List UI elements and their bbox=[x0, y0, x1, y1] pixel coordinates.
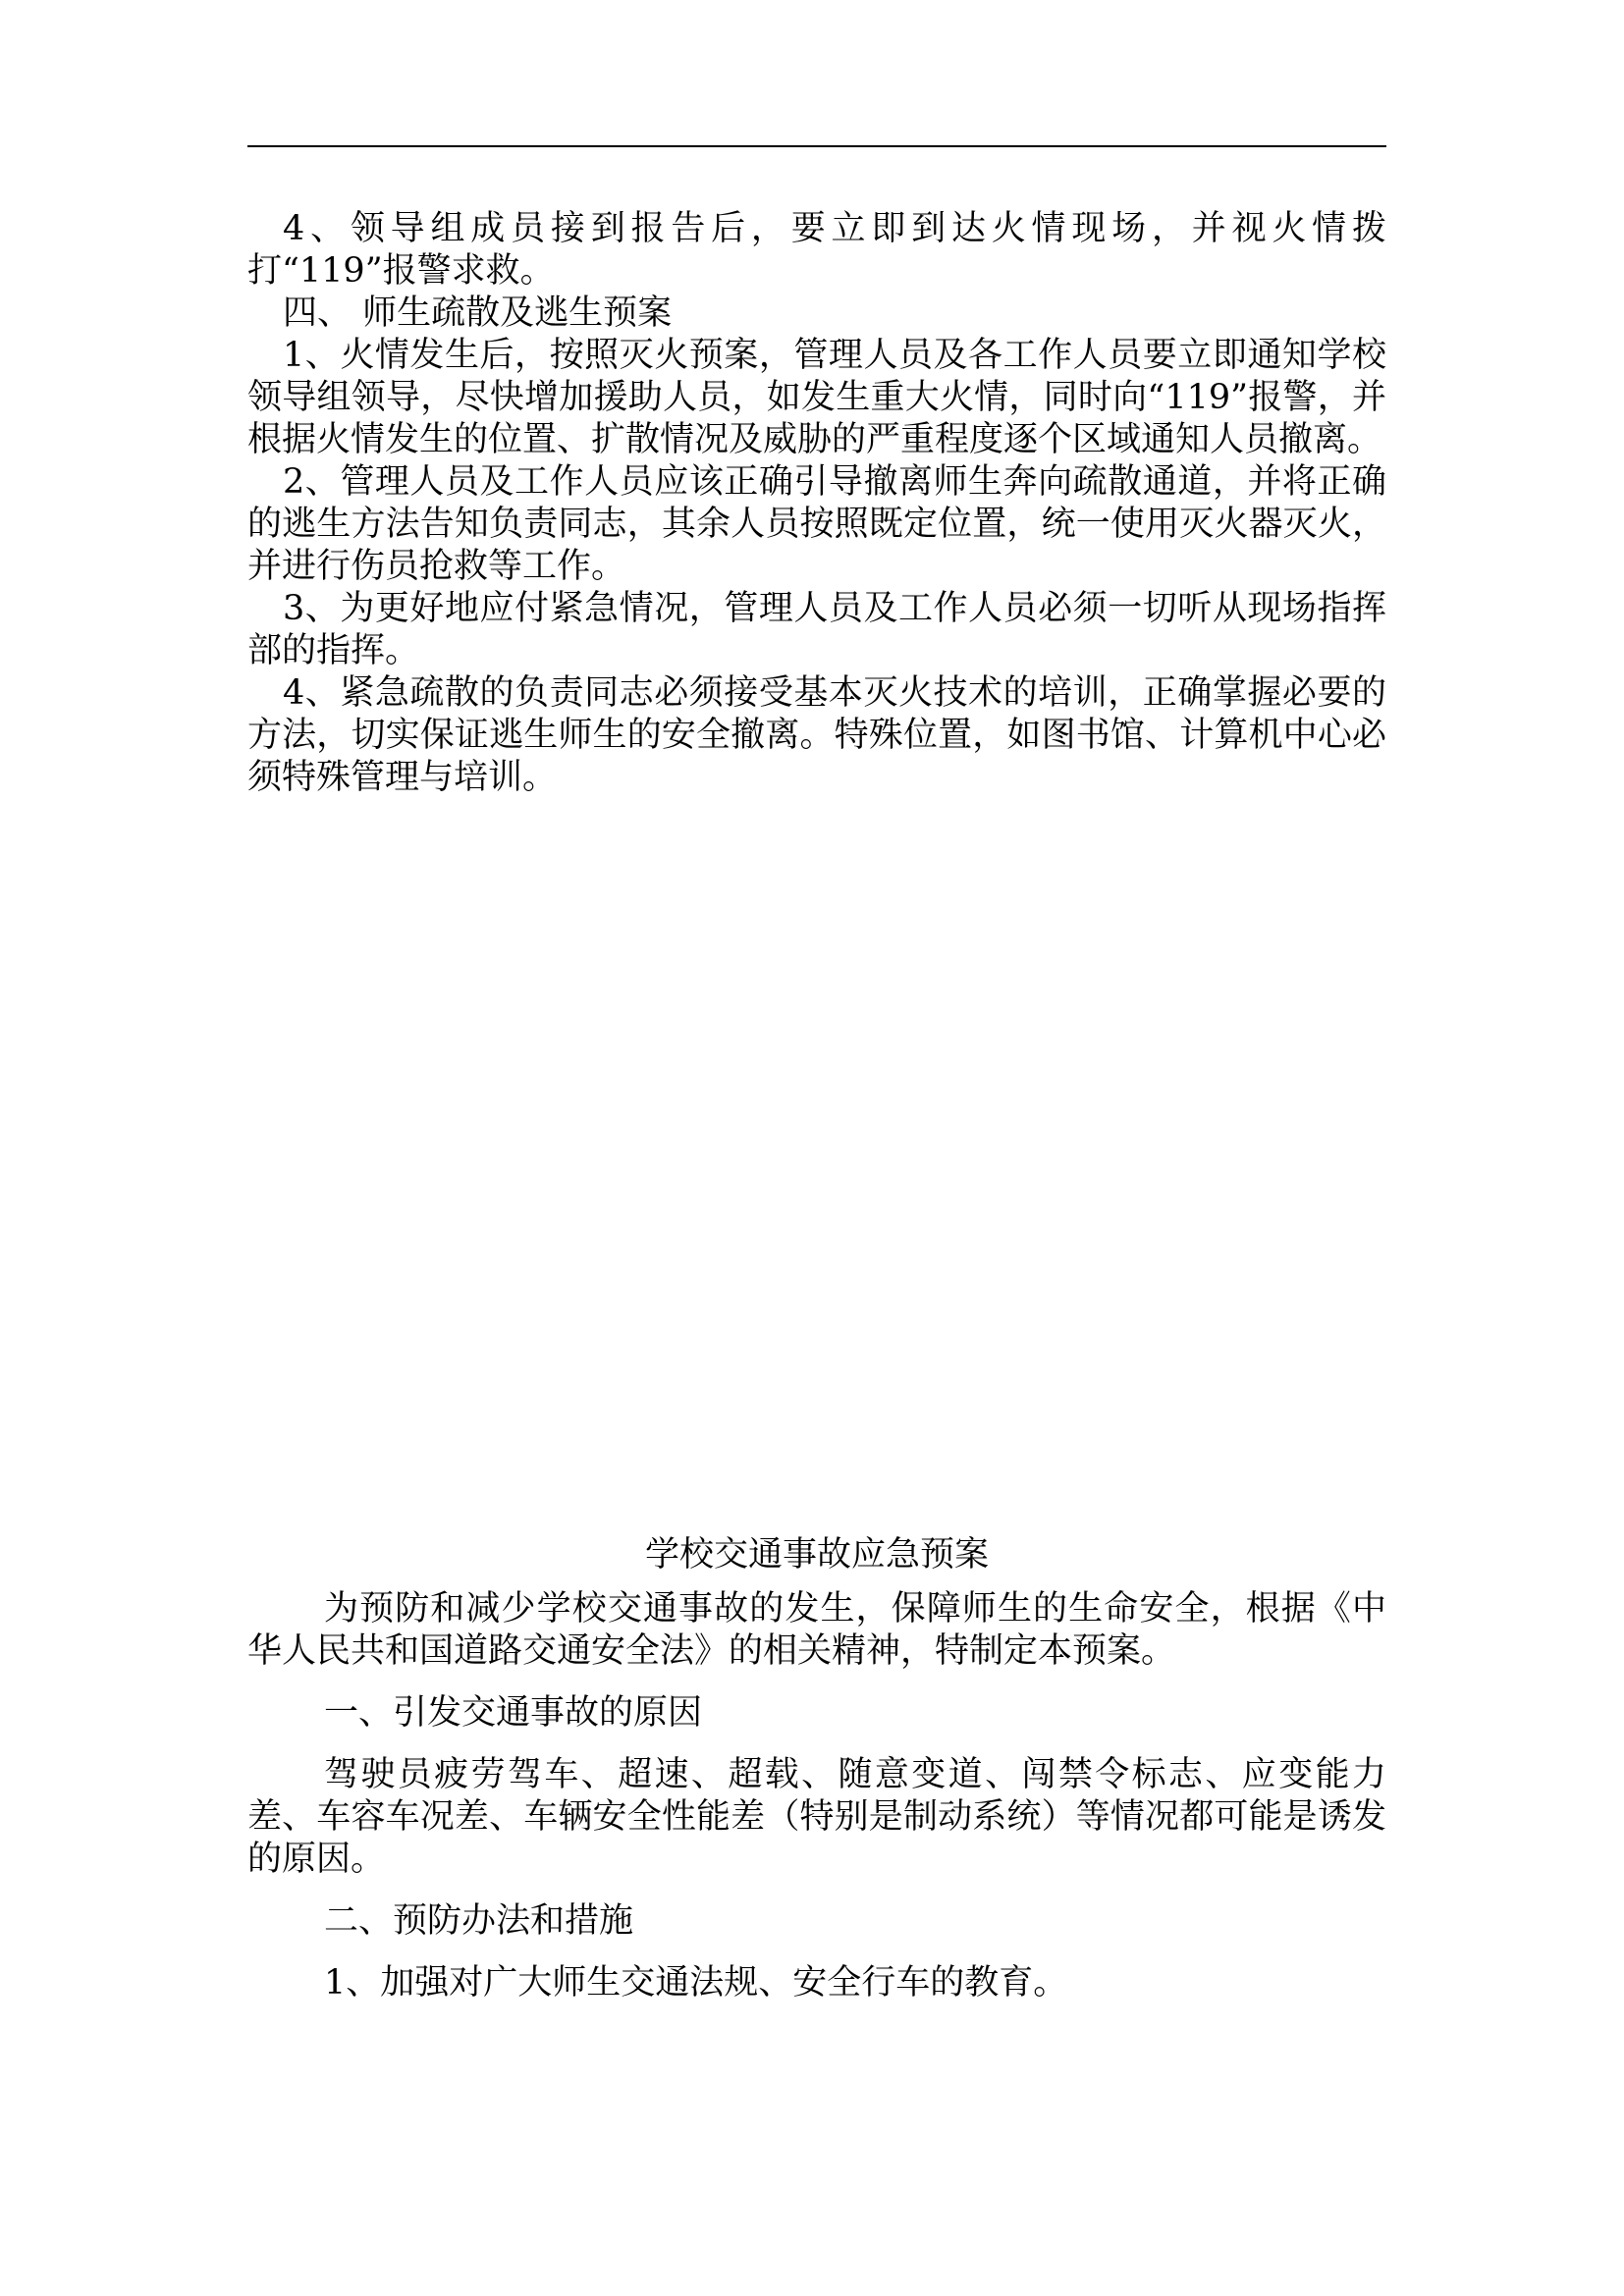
header-rule bbox=[247, 145, 1386, 147]
fire-evacuation-section bbox=[247, 208, 1386, 799]
paragraph-accident-causes: 驾驶员疲劳驾车、超速、超载、随意变道、闯禁令标志、应变能力差、车容车况差、车辆安全性能差（特别是制动系统）等情况都可能是诱发的原因。 bbox=[247, 1755, 1386, 1879]
heading-prevention-measures: 二、预防办法和措施 bbox=[324, 1901, 634, 1941]
paragraph-evacuation-step-3: 3、为更好地应付紧急情况，管理人员及工作人员必须一切听从现场指挥部的指挥。 bbox=[247, 589, 1386, 670]
paragraph-prevention-step-1: 1、加强对广大师生交通法规、安全行车的教育。 bbox=[324, 1963, 1068, 2002]
paragraph-intro: 为预防和减少学校交通事故的发生，保障师生的生命安全，根据《中华人民共和国道路交通安全法》的相关精神，特制定本预案。 bbox=[247, 1589, 1386, 1671]
heading-accident-causes: 一、引发交通事故的原因 bbox=[324, 1693, 703, 1733]
paragraph-evacuation-step-4: 4、紧急疏散的负责同志必须接受基本灭火技术的培训，正确掌握必要的方法，切实保证逃生师生的安全撤离。特殊位置，如图书馆、计算机中心必须特殊管理与培训。 bbox=[247, 673, 1386, 797]
section-title: 学校交通事故应急预案 bbox=[644, 1535, 989, 1575]
paragraph-alarm-call: 4、领导组成员接到报告后，要立即到达火情现场，并视火情拨打“119”报警求救。 bbox=[247, 209, 1386, 291]
traffic-accident-section bbox=[247, 1531, 1386, 2024]
paragraph-evacuation-step-2: 2、管理人员及工作人员应该正确引导撤离师生奔向疏散通道，并将正确的逃生方法告知负责同志，其余人员按照既定位置，统一使用灭火器灭火，并进行伤员抢救等工作。 bbox=[247, 462, 1386, 586]
paragraph-evacuation-step-1: 1、火情发生后，按照灭火预案，管理人员及各工作人员要立即通知学校领导组领导，尽快增加援助人员，如发生重大火情，同时向“119”报警，并根据火情发生的位置、扩散情况及威胁的严重程度逐个区域通知人员撤离。 bbox=[247, 336, 1386, 459]
heading-evacuation-plan: 四、 师生疏散及逃生预案 bbox=[283, 294, 673, 333]
